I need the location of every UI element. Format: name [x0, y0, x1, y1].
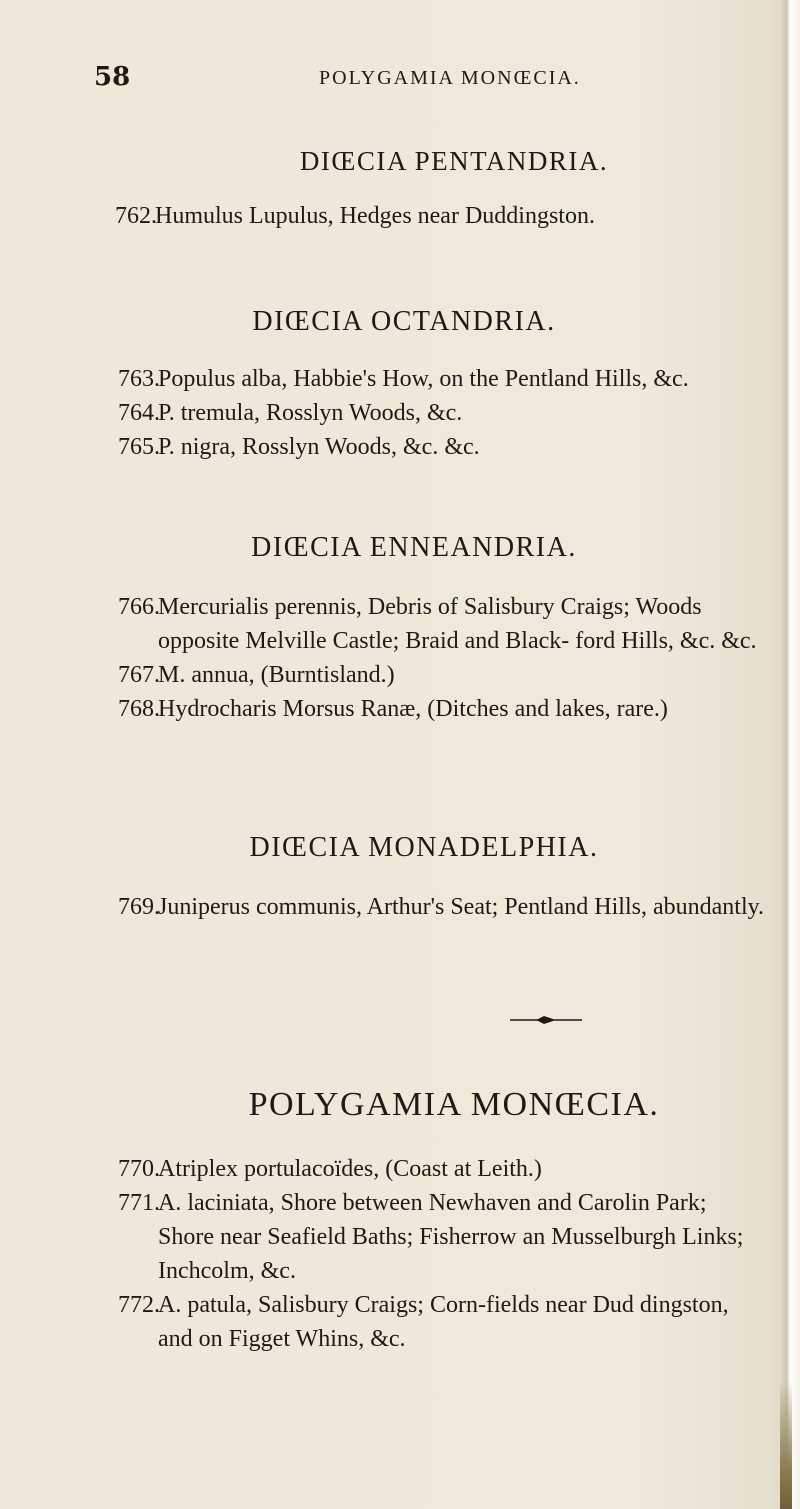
section-polygamia-monoecia: [118, 1086, 784, 1356]
entry-number: 764.: [118, 400, 160, 426]
entry-771: [118, 1186, 784, 1288]
entry-number: 762.: [115, 203, 157, 229]
page-number: 58: [94, 62, 131, 92]
section-heading: POLYGAMIA MONŒCIA.: [248, 1086, 660, 1123]
entry-number: 769.: [118, 894, 160, 920]
running-head: POLYGAMIA MONŒCIA.: [319, 67, 581, 89]
entry-text: P. nigra, Rosslyn Woods, &c. &c.: [158, 434, 480, 460]
entry-number: 770.: [118, 1156, 160, 1182]
entry-767: [118, 658, 784, 692]
entry-number: 772.: [118, 1292, 160, 1318]
entry-762: [115, 199, 784, 233]
section-dioecia-pentandria: [115, 146, 784, 233]
entry-text: Hydrocharis Morsus Ranæ, (Ditches and lakes, rare.): [158, 696, 668, 722]
entry-769: [118, 890, 784, 924]
entry-number: 766.: [118, 594, 160, 620]
entry-764: [118, 396, 784, 430]
section-dioecia-enneandria: [118, 532, 784, 726]
entry-text: M. annua, (Burntisland.): [158, 662, 395, 688]
entry-766: [118, 590, 784, 658]
section-heading: DIŒCIA MONADELPHIA.: [249, 832, 599, 863]
entry-text: A. patula, Salisbury Craigs; Corn-fields near Dud dingston, and on Figget Whins, &c.: [158, 1292, 729, 1352]
ornamental-rule: [510, 1015, 582, 1025]
entry-765: [118, 430, 784, 464]
entry-number: 767.: [118, 662, 160, 688]
page-edge-shadow: [780, 1380, 792, 1509]
page-header: [94, 62, 754, 102]
entry-763: [118, 362, 784, 396]
entry-772: [118, 1288, 784, 1356]
section-heading: DIŒCIA PENTANDRIA.: [299, 146, 609, 176]
section-heading: DIŒCIA OCTANDRIA.: [252, 306, 556, 337]
entry-768: [118, 692, 784, 726]
entry-text: Humulus Lupulus, Hedges near Duddingston.: [155, 203, 595, 229]
entry-number: 763.: [118, 366, 160, 392]
entry-text: P. tremula, Rosslyn Woods, &c.: [158, 400, 463, 426]
section-dioecia-monadelphia: [118, 832, 784, 924]
entry-text: Mercurialis perennis, Debris of Salisbury Craigs; Woods opposite Melville Castle; Braid and Black- ford Hills, &c. &c.: [158, 594, 757, 654]
entry-number: 768.: [118, 696, 160, 722]
entry-text: Populus alba, Habbie's How, on the Pentland Hills, &c.: [158, 366, 689, 392]
entry-text: A. laciniata, Shore between Newhaven and Carolin Park; Shore near Seafield Baths; Fisherrow an Musselburgh Links; Inchcolm, &c.: [158, 1190, 744, 1284]
section-heading: DIŒCIA ENNEANDRIA.: [251, 532, 577, 563]
entry-text: Atriplex portulacoïdes, (Coast at Leith.): [158, 1156, 542, 1182]
entry-text: Juniperus communis, Arthur's Seat; Pentland Hills, abundantly.: [158, 894, 765, 920]
entry-number: 765.: [118, 434, 160, 460]
entry-770: [118, 1152, 784, 1186]
entry-number: 771.: [118, 1190, 160, 1216]
section-dioecia-octandria: [118, 306, 784, 464]
